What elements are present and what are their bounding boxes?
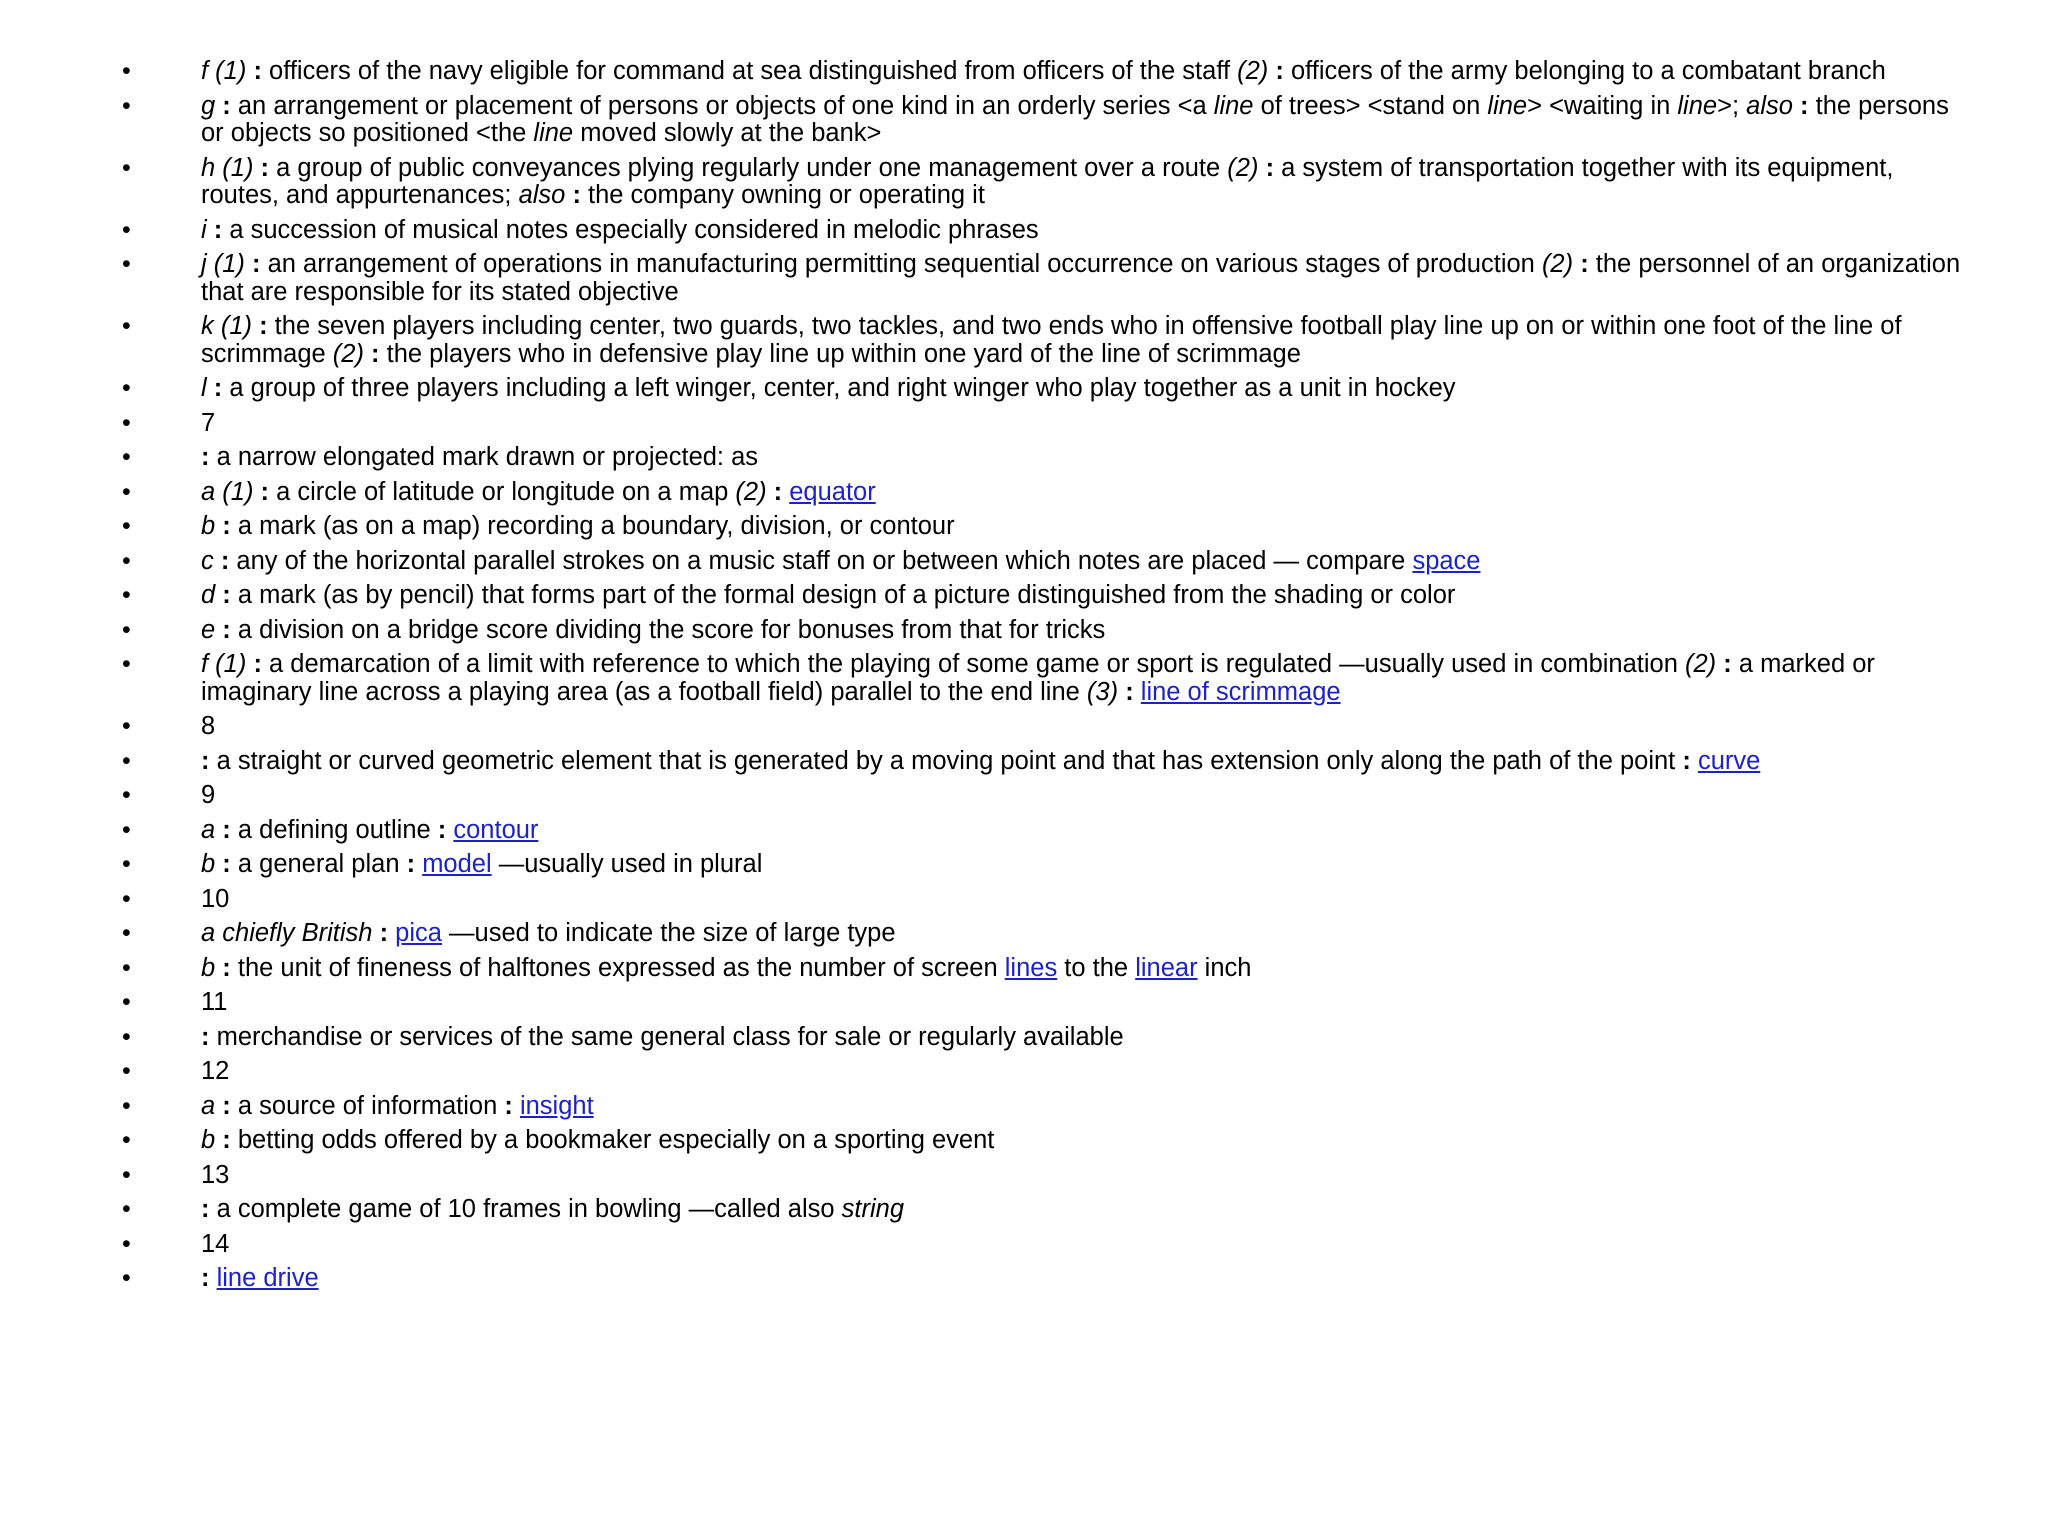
definition-text: a complete game of 10 frames in bowling —called also bbox=[209, 1195, 842, 1223]
definition-text: of trees> <stand on bbox=[1253, 91, 1488, 120]
definition-colon: : bbox=[260, 153, 270, 182]
italic-label: (2) bbox=[1541, 250, 1574, 278]
definition-item bbox=[0, 955, 2000, 983]
definition-text: 14 bbox=[201, 1229, 230, 1258]
bullet-icon: • bbox=[122, 1195, 131, 1223]
definition-item bbox=[0, 782, 2000, 810]
definition-text: inch bbox=[1197, 953, 1252, 982]
definition-colon: : bbox=[406, 850, 416, 878]
definition-text: a source of information bbox=[230, 1091, 505, 1120]
definition-item bbox=[0, 1058, 2000, 1086]
definition-text: the personnel of an organization that are responsible for its stated objective bbox=[201, 250, 1961, 306]
definition-text: —usually used in plural bbox=[491, 850, 763, 878]
italic-label: e bbox=[201, 615, 216, 644]
cross-reference-link[interactable]: contour bbox=[453, 815, 539, 844]
italic-label: f (1) bbox=[201, 650, 247, 678]
definition-colon: : bbox=[213, 215, 223, 244]
definition-colon: : bbox=[1682, 746, 1691, 775]
bullet-icon: • bbox=[122, 988, 131, 1016]
definition-colon: : bbox=[379, 919, 389, 947]
definition-text bbox=[214, 547, 221, 575]
bullet-icon: • bbox=[122, 815, 131, 844]
definition-text: a succession of musical notes especially considered in melodic phrases bbox=[222, 215, 1039, 244]
italic-label: line bbox=[1677, 91, 1718, 120]
definition-colon: : bbox=[260, 477, 270, 506]
bullet-icon: • bbox=[122, 250, 131, 278]
definition-item bbox=[0, 375, 2000, 403]
definition-text: > <waiting in bbox=[1527, 91, 1678, 120]
definition-item bbox=[0, 748, 2000, 776]
bullet-icon: • bbox=[122, 615, 131, 644]
definition-text: a narrow elongated mark drawn or projected: as bbox=[209, 443, 759, 471]
bullet-icon: • bbox=[122, 919, 131, 947]
definition-text: 10 bbox=[201, 884, 230, 913]
italic-label: h (1) bbox=[201, 153, 254, 182]
italic-label: line bbox=[1487, 91, 1528, 120]
definition-colon: : bbox=[201, 1264, 210, 1292]
definition-colon: : bbox=[259, 312, 268, 340]
definition-text bbox=[207, 216, 214, 244]
definition-colon: : bbox=[222, 815, 231, 844]
bullet-icon: • bbox=[122, 581, 131, 609]
definition-text bbox=[253, 154, 260, 182]
definition-item bbox=[0, 1093, 2000, 1121]
definition-item bbox=[0, 1265, 2000, 1293]
definition-text: an arrangement or placement of persons or objects of one kind in an orderly series <a bbox=[230, 91, 1214, 120]
cross-reference-link[interactable]: curve bbox=[1697, 746, 1761, 775]
definition-colon: : bbox=[1723, 650, 1732, 678]
definition-item bbox=[0, 582, 2000, 610]
bullet-icon: • bbox=[122, 477, 131, 506]
definition-item bbox=[0, 58, 2000, 86]
definition-colon: : bbox=[213, 374, 223, 402]
bullet-icon: • bbox=[122, 215, 131, 244]
definition-list bbox=[0, 58, 2000, 1300]
italic-label: b bbox=[201, 1126, 216, 1154]
definition-colon: : bbox=[201, 1022, 210, 1051]
italic-label: (3) bbox=[1086, 677, 1119, 706]
definition-text bbox=[253, 478, 260, 506]
definition-colon: : bbox=[222, 91, 231, 120]
italic-label: line bbox=[533, 119, 574, 147]
definition-item bbox=[0, 1231, 2000, 1259]
definition-colon: : bbox=[1580, 250, 1589, 278]
definition-item bbox=[0, 513, 2000, 541]
bullet-icon: • bbox=[122, 1057, 131, 1085]
bullet-icon: • bbox=[122, 57, 131, 85]
definition-item bbox=[0, 886, 2000, 914]
cross-reference-link[interactable]: pica bbox=[395, 919, 442, 947]
italic-label: (2) bbox=[735, 477, 767, 506]
definition-text: >; bbox=[1717, 91, 1747, 120]
definition-colon: : bbox=[1800, 91, 1809, 120]
bullet-icon: • bbox=[122, 1229, 131, 1258]
definition-colon: : bbox=[222, 953, 231, 982]
definition-text: a group of public conveyances plying regularly under one management over a route bbox=[269, 153, 1228, 182]
bullet-icon: • bbox=[122, 312, 131, 340]
definition-item bbox=[0, 1024, 2000, 1052]
bullet-icon: • bbox=[122, 850, 131, 878]
definition-text: a system of transportation together with its equipment, routes, and appurtenances; bbox=[201, 153, 1894, 209]
definition-item bbox=[0, 410, 2000, 438]
definition-text: a group of three players including a left winger, center, and right winger who play together as a unit in hockey bbox=[222, 374, 1456, 402]
bullet-icon: • bbox=[122, 374, 131, 402]
definition-colon: : bbox=[773, 477, 783, 506]
definition-text bbox=[372, 919, 379, 947]
definition-text bbox=[1134, 678, 1141, 706]
definition-text: betting odds offered by a bookmaker especially on a sporting event bbox=[230, 1126, 995, 1154]
italic-label: b bbox=[201, 850, 216, 878]
definition-item bbox=[0, 920, 2000, 948]
definition-colon: : bbox=[222, 615, 231, 644]
italic-label: also bbox=[1746, 91, 1793, 120]
bullet-icon: • bbox=[122, 408, 131, 437]
italic-label: l bbox=[201, 374, 207, 402]
bullet-icon: • bbox=[122, 546, 131, 575]
definition-text: 12 bbox=[201, 1057, 230, 1085]
definition-text: to the bbox=[1057, 953, 1136, 982]
definition-text: the unit of fineness of halftones expressed as the number of screen bbox=[230, 953, 1005, 982]
definition-colon: : bbox=[201, 443, 210, 471]
italic-label: a bbox=[201, 1091, 216, 1120]
bullet-icon: • bbox=[122, 712, 131, 740]
definition-item bbox=[0, 479, 2000, 507]
definition-text: —used to indicate the size of large type bbox=[441, 919, 896, 947]
cross-reference-link[interactable]: insight bbox=[519, 1091, 594, 1120]
definition-item bbox=[0, 1196, 2000, 1224]
definition-item bbox=[0, 1127, 2000, 1155]
bullet-icon: • bbox=[122, 1091, 131, 1120]
definition-item bbox=[0, 651, 2000, 706]
bullet-icon: • bbox=[122, 153, 131, 182]
definition-text: 7 bbox=[201, 408, 216, 437]
italic-label: d bbox=[201, 581, 216, 609]
definition-text bbox=[1258, 154, 1265, 182]
definition-text: officers of the navy eligible for command at sea distinguished from officers of the staff bbox=[261, 57, 1238, 85]
cross-reference-link[interactable]: line of scrimmage bbox=[1140, 677, 1341, 706]
definition-colon: : bbox=[201, 746, 210, 775]
definition-colon: : bbox=[222, 1126, 231, 1154]
bullet-icon: • bbox=[122, 1264, 131, 1292]
definition-text: merchandise or services of the same general class for sale or regularly available bbox=[209, 1022, 1124, 1051]
italic-label: (2) bbox=[1227, 153, 1259, 182]
definition-text bbox=[364, 340, 371, 368]
definition-text: a defining outline bbox=[230, 815, 438, 844]
italic-label: a (1) bbox=[201, 477, 254, 506]
definition-colon: : bbox=[1265, 153, 1275, 182]
definition-text: moved slowly at the bank> bbox=[573, 119, 882, 147]
bullet-icon: • bbox=[122, 512, 131, 540]
definition-colon: : bbox=[222, 581, 231, 609]
italic-label: i bbox=[201, 215, 207, 244]
italic-label: k (1) bbox=[201, 312, 252, 340]
cross-reference-link[interactable]: model bbox=[422, 850, 492, 878]
definition-text: a general plan bbox=[230, 850, 407, 878]
definition-item bbox=[0, 851, 2000, 879]
definition-text bbox=[513, 1092, 520, 1120]
definition-colon: : bbox=[222, 512, 231, 540]
definition-item bbox=[0, 217, 2000, 245]
definition-text: a marked or imaginary line across a playing area (as a football field) parallel to the end line bbox=[201, 650, 1875, 706]
bullet-icon: • bbox=[122, 1126, 131, 1154]
italic-label: (2) bbox=[332, 339, 364, 368]
cross-reference-link[interactable]: space bbox=[1412, 546, 1481, 575]
definition-colon: : bbox=[222, 850, 231, 878]
italic-label: b bbox=[201, 953, 216, 982]
definition-text bbox=[210, 1264, 217, 1292]
italic-label: a bbox=[201, 815, 216, 844]
definition-text: a mark (as on a map) recording a boundary, division, or contour bbox=[230, 512, 955, 540]
definition-text: the company owning or operating it bbox=[580, 181, 985, 209]
definition-colon: : bbox=[252, 250, 261, 278]
definition-text: an arrangement of operations in manufacturing permitting sequential occurrence on various stages of production bbox=[260, 250, 1542, 278]
bullet-icon: • bbox=[122, 884, 131, 913]
definition-colon: : bbox=[253, 57, 262, 85]
italic-label: a chiefly British bbox=[201, 919, 373, 947]
bullet-icon: • bbox=[122, 1022, 131, 1051]
cross-reference-link[interactable]: equator bbox=[789, 477, 876, 506]
bullet-icon: • bbox=[122, 1160, 131, 1189]
definition-colon: : bbox=[1125, 677, 1134, 706]
definition-colon: : bbox=[437, 815, 447, 844]
definition-text bbox=[1691, 747, 1698, 775]
bullet-icon: • bbox=[122, 953, 131, 982]
definition-item bbox=[0, 1162, 2000, 1190]
definition-text bbox=[767, 478, 774, 506]
definition-item bbox=[0, 713, 2000, 741]
italic-label: (2) bbox=[1685, 650, 1717, 678]
definition-text: the seven players including center, two guards, two tackles, and two ends who in offensive football play line up on or within one foot of the line of scrimmage bbox=[201, 312, 1902, 368]
bullet-icon: • bbox=[122, 746, 131, 775]
definition-text bbox=[207, 374, 214, 402]
definition-text: a demarcation of a limit with reference to which the playing of some game or sport is regulated —usually used in combination bbox=[261, 650, 1685, 678]
definition-colon: : bbox=[222, 1091, 231, 1120]
definition-text: 8 bbox=[201, 712, 216, 740]
definition-item bbox=[0, 444, 2000, 472]
definition-colon: : bbox=[201, 1195, 210, 1223]
definition-text: a division on a bridge score dividing the score for bonuses from that for tricks bbox=[230, 615, 1106, 644]
italic-label: also bbox=[518, 181, 566, 209]
cross-reference-link[interactable]: line drive bbox=[216, 1264, 319, 1292]
definition-colon: : bbox=[371, 339, 380, 368]
cross-reference-link[interactable]: linear bbox=[1135, 953, 1198, 982]
definition-item bbox=[0, 251, 2000, 306]
definition-item bbox=[0, 617, 2000, 645]
definition-text: the persons or objects so positioned <the bbox=[201, 91, 1949, 147]
italic-label: b bbox=[201, 512, 216, 540]
italic-label: c bbox=[201, 546, 214, 575]
definition-item bbox=[0, 155, 2000, 210]
definition-colon: : bbox=[1275, 57, 1284, 85]
definition-item bbox=[0, 989, 2000, 1017]
definition-text: a circle of latitude or longitude on a map bbox=[269, 477, 736, 506]
definition-colon: : bbox=[253, 650, 262, 678]
definition-colon: : bbox=[220, 546, 230, 575]
definition-text: officers of the army belonging to a combatant branch bbox=[1283, 57, 1886, 85]
bullet-icon: • bbox=[122, 91, 131, 120]
italic-label: j (1) bbox=[201, 250, 245, 278]
definition-text bbox=[245, 250, 252, 278]
definition-text: 11 bbox=[201, 988, 228, 1016]
definition-text: 9 bbox=[201, 781, 216, 809]
definition-colon: : bbox=[572, 181, 581, 209]
bullet-icon: • bbox=[122, 443, 131, 471]
definition-text: any of the horizontal parallel strokes on a music staff on or between which notes are placed — compare bbox=[229, 546, 1413, 575]
definition-colon: : bbox=[504, 1091, 513, 1120]
definition-item bbox=[0, 817, 2000, 845]
definition-text: the players who in defensive play line up within one yard of the line of scrimmage bbox=[379, 339, 1301, 368]
definition-text: a mark (as by pencil) that forms part of the formal design of a picture distinguished from the shading or color bbox=[230, 581, 1456, 609]
definition-text: 13 bbox=[201, 1160, 230, 1189]
italic-label: string bbox=[841, 1195, 905, 1223]
definition-item bbox=[0, 313, 2000, 368]
italic-label: line bbox=[1213, 91, 1254, 120]
bullet-icon: • bbox=[122, 781, 131, 809]
definition-item bbox=[0, 93, 2000, 148]
italic-label: g bbox=[201, 91, 216, 120]
italic-label: f (1) bbox=[201, 57, 247, 85]
definition-text: a straight or curved geometric element that is generated by a moving point and that has extension only along the path of the point bbox=[209, 746, 1683, 775]
definition-text bbox=[1793, 92, 1800, 120]
italic-label: (2) bbox=[1237, 57, 1269, 85]
cross-reference-link[interactable]: lines bbox=[1004, 953, 1058, 982]
bullet-icon: • bbox=[122, 650, 131, 678]
definition-item bbox=[0, 548, 2000, 576]
